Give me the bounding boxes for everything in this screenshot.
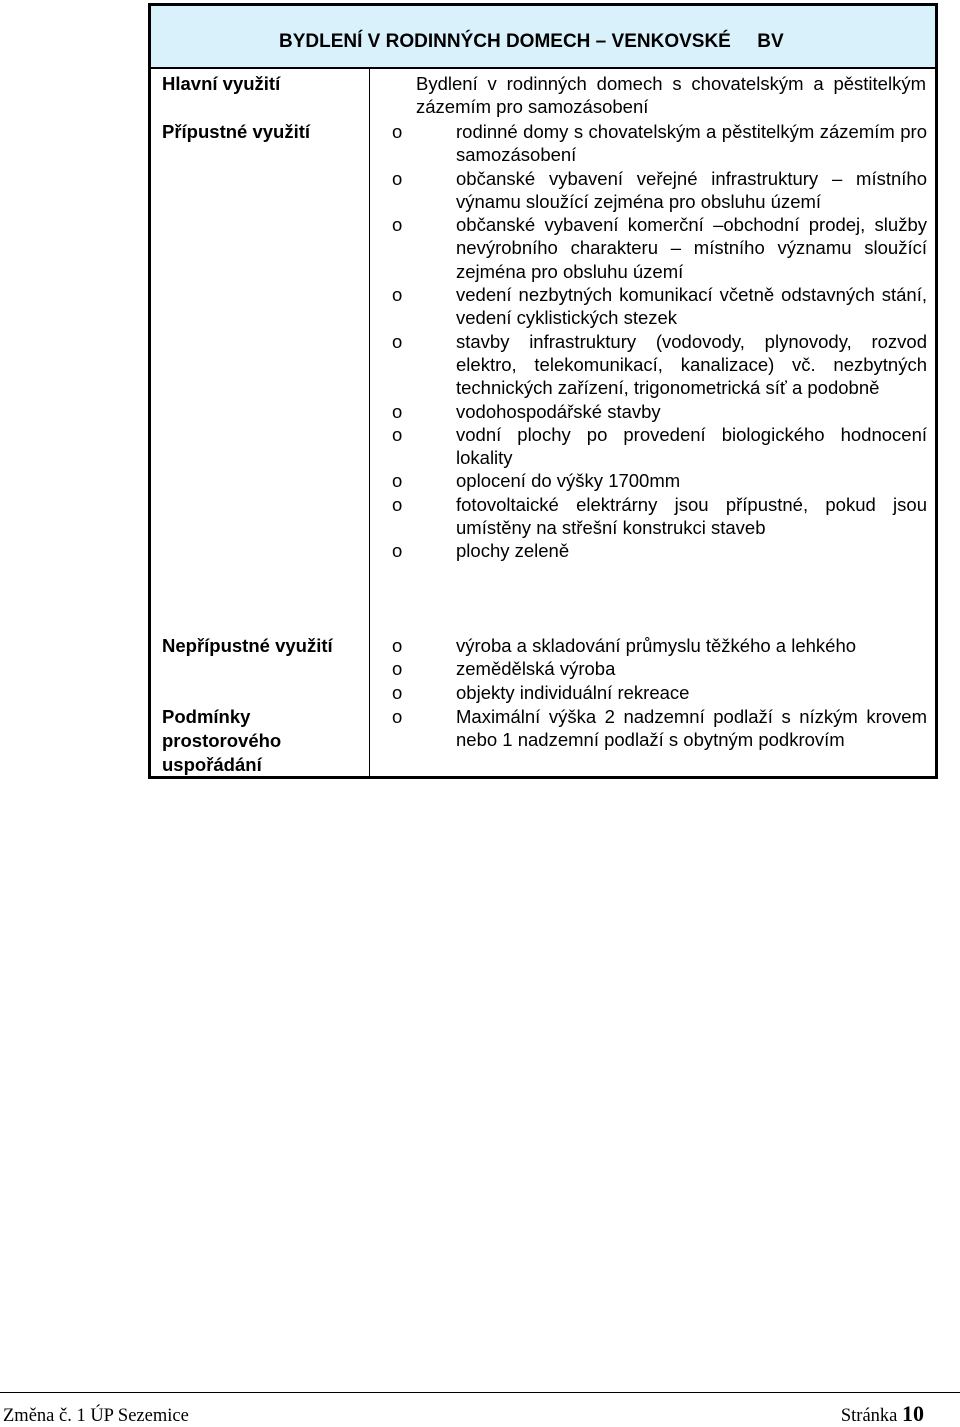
table-title: BYDLENÍ V RODINNÝCH DOMECH – VENKOVSKÉ BV	[279, 31, 784, 52]
bullet: o	[392, 284, 403, 306]
list-item	[392, 423, 927, 470]
list-item-text: oplocení do výšky 1700mm	[456, 470, 681, 492]
bullet: o	[392, 121, 403, 142]
label-line: Podmínky	[162, 706, 251, 727]
list-item-text: objekty individuální rekreace	[456, 681, 690, 703]
list-item	[392, 469, 927, 492]
row-label-spatial-conditions	[162, 705, 281, 777]
footer-page-indicator	[841, 1401, 924, 1427]
main-use-text: Bydlení v rodinných domech s chovatelským a pěstitelkým zázemím pro samozásobení	[416, 73, 926, 118]
bullet: o	[392, 493, 403, 515]
bullet: o	[392, 167, 403, 189]
list-item	[392, 120, 927, 167]
label-line: uspořádání	[162, 754, 262, 775]
list-item	[392, 539, 927, 562]
footer-divider	[0, 1392, 960, 1393]
table-header	[151, 6, 935, 69]
bullet: o	[392, 635, 403, 656]
list-item	[392, 167, 927, 214]
label-line: prostorového	[162, 730, 282, 751]
bullet: o	[392, 330, 403, 352]
list-item-text: vodohospodářské stavby	[456, 400, 661, 422]
row-label-main-use: Hlavní využití	[162, 73, 281, 94]
list-item	[392, 330, 927, 400]
list-item	[392, 634, 927, 657]
list-item-text: občanské vybavení komerční –obchodní prodej, služby nevýrobního charakteru – místního významu sloužící zejména pro obsluhu území	[456, 214, 927, 282]
bullet: o	[392, 540, 403, 562]
permitted-use-list	[392, 120, 927, 563]
list-item-text: občanské vybavení veřejné infrastruktury – místního výnamu sloužící zejména pro obsluhu území	[456, 167, 927, 212]
bullet: o	[392, 470, 403, 492]
list-item	[392, 283, 927, 330]
bullet: o	[392, 423, 403, 445]
list-item-text: fotovoltaické elektrárny jsou přípustné, pokud jsou umístěny na střešní konstrukci staveb	[456, 493, 927, 539]
page-label: Stránka	[840, 1406, 898, 1426]
bullet: o	[392, 658, 403, 680]
list-item-text: plochy zeleně	[456, 540, 570, 562]
list-item	[392, 681, 927, 704]
list-item-text: Maximální výška 2 nadzemní podlaží s nízkým krovem nebo 1 nadzemní podlaží s obytným podkrovím	[456, 706, 927, 751]
bullet: o	[392, 706, 403, 727]
bullet: o	[392, 214, 403, 236]
list-item-text: výroba a skladování průmyslu těžkého a lehkého	[456, 635, 857, 656]
bullet: o	[392, 681, 403, 703]
column-divider	[369, 67, 370, 776]
regulation-table	[148, 3, 938, 779]
list-item	[392, 400, 927, 423]
list-item	[392, 213, 927, 283]
list-item-text: vedení nezbytných komunikací včetně odstavných stání, vedení cyklistických stezek	[456, 284, 927, 329]
list-item-text: rodinné domy s chovatelským a pěstitelkým zázemím pro samozásobení	[456, 121, 927, 166]
list-item	[392, 705, 927, 752]
footer-document-name: Změna č. 1 ÚP Sezemice	[3, 1406, 189, 1426]
row-label-permitted-use: Přípustné využití	[162, 121, 311, 142]
prohibited-use-list	[392, 634, 927, 704]
list-item	[392, 493, 927, 540]
row-label-prohibited-use: Nepřípustné využití	[162, 635, 333, 656]
list-item-text: vodní plochy po provedení biologického hodnocení lokality	[456, 423, 927, 469]
list-item-text: stavby infrastruktury (vodovody, plynovody, rozvod elektro, telekomunikací, kanalizace) vč. nezbytných technických zařízení, trigonometrická síť a podobně	[456, 330, 927, 399]
page-number: 10	[902, 1401, 924, 1426]
list-item	[392, 657, 927, 680]
spatial-conditions-list	[392, 705, 927, 752]
list-item-text: zemědělská výroba	[456, 658, 616, 680]
bullet: o	[392, 400, 403, 422]
